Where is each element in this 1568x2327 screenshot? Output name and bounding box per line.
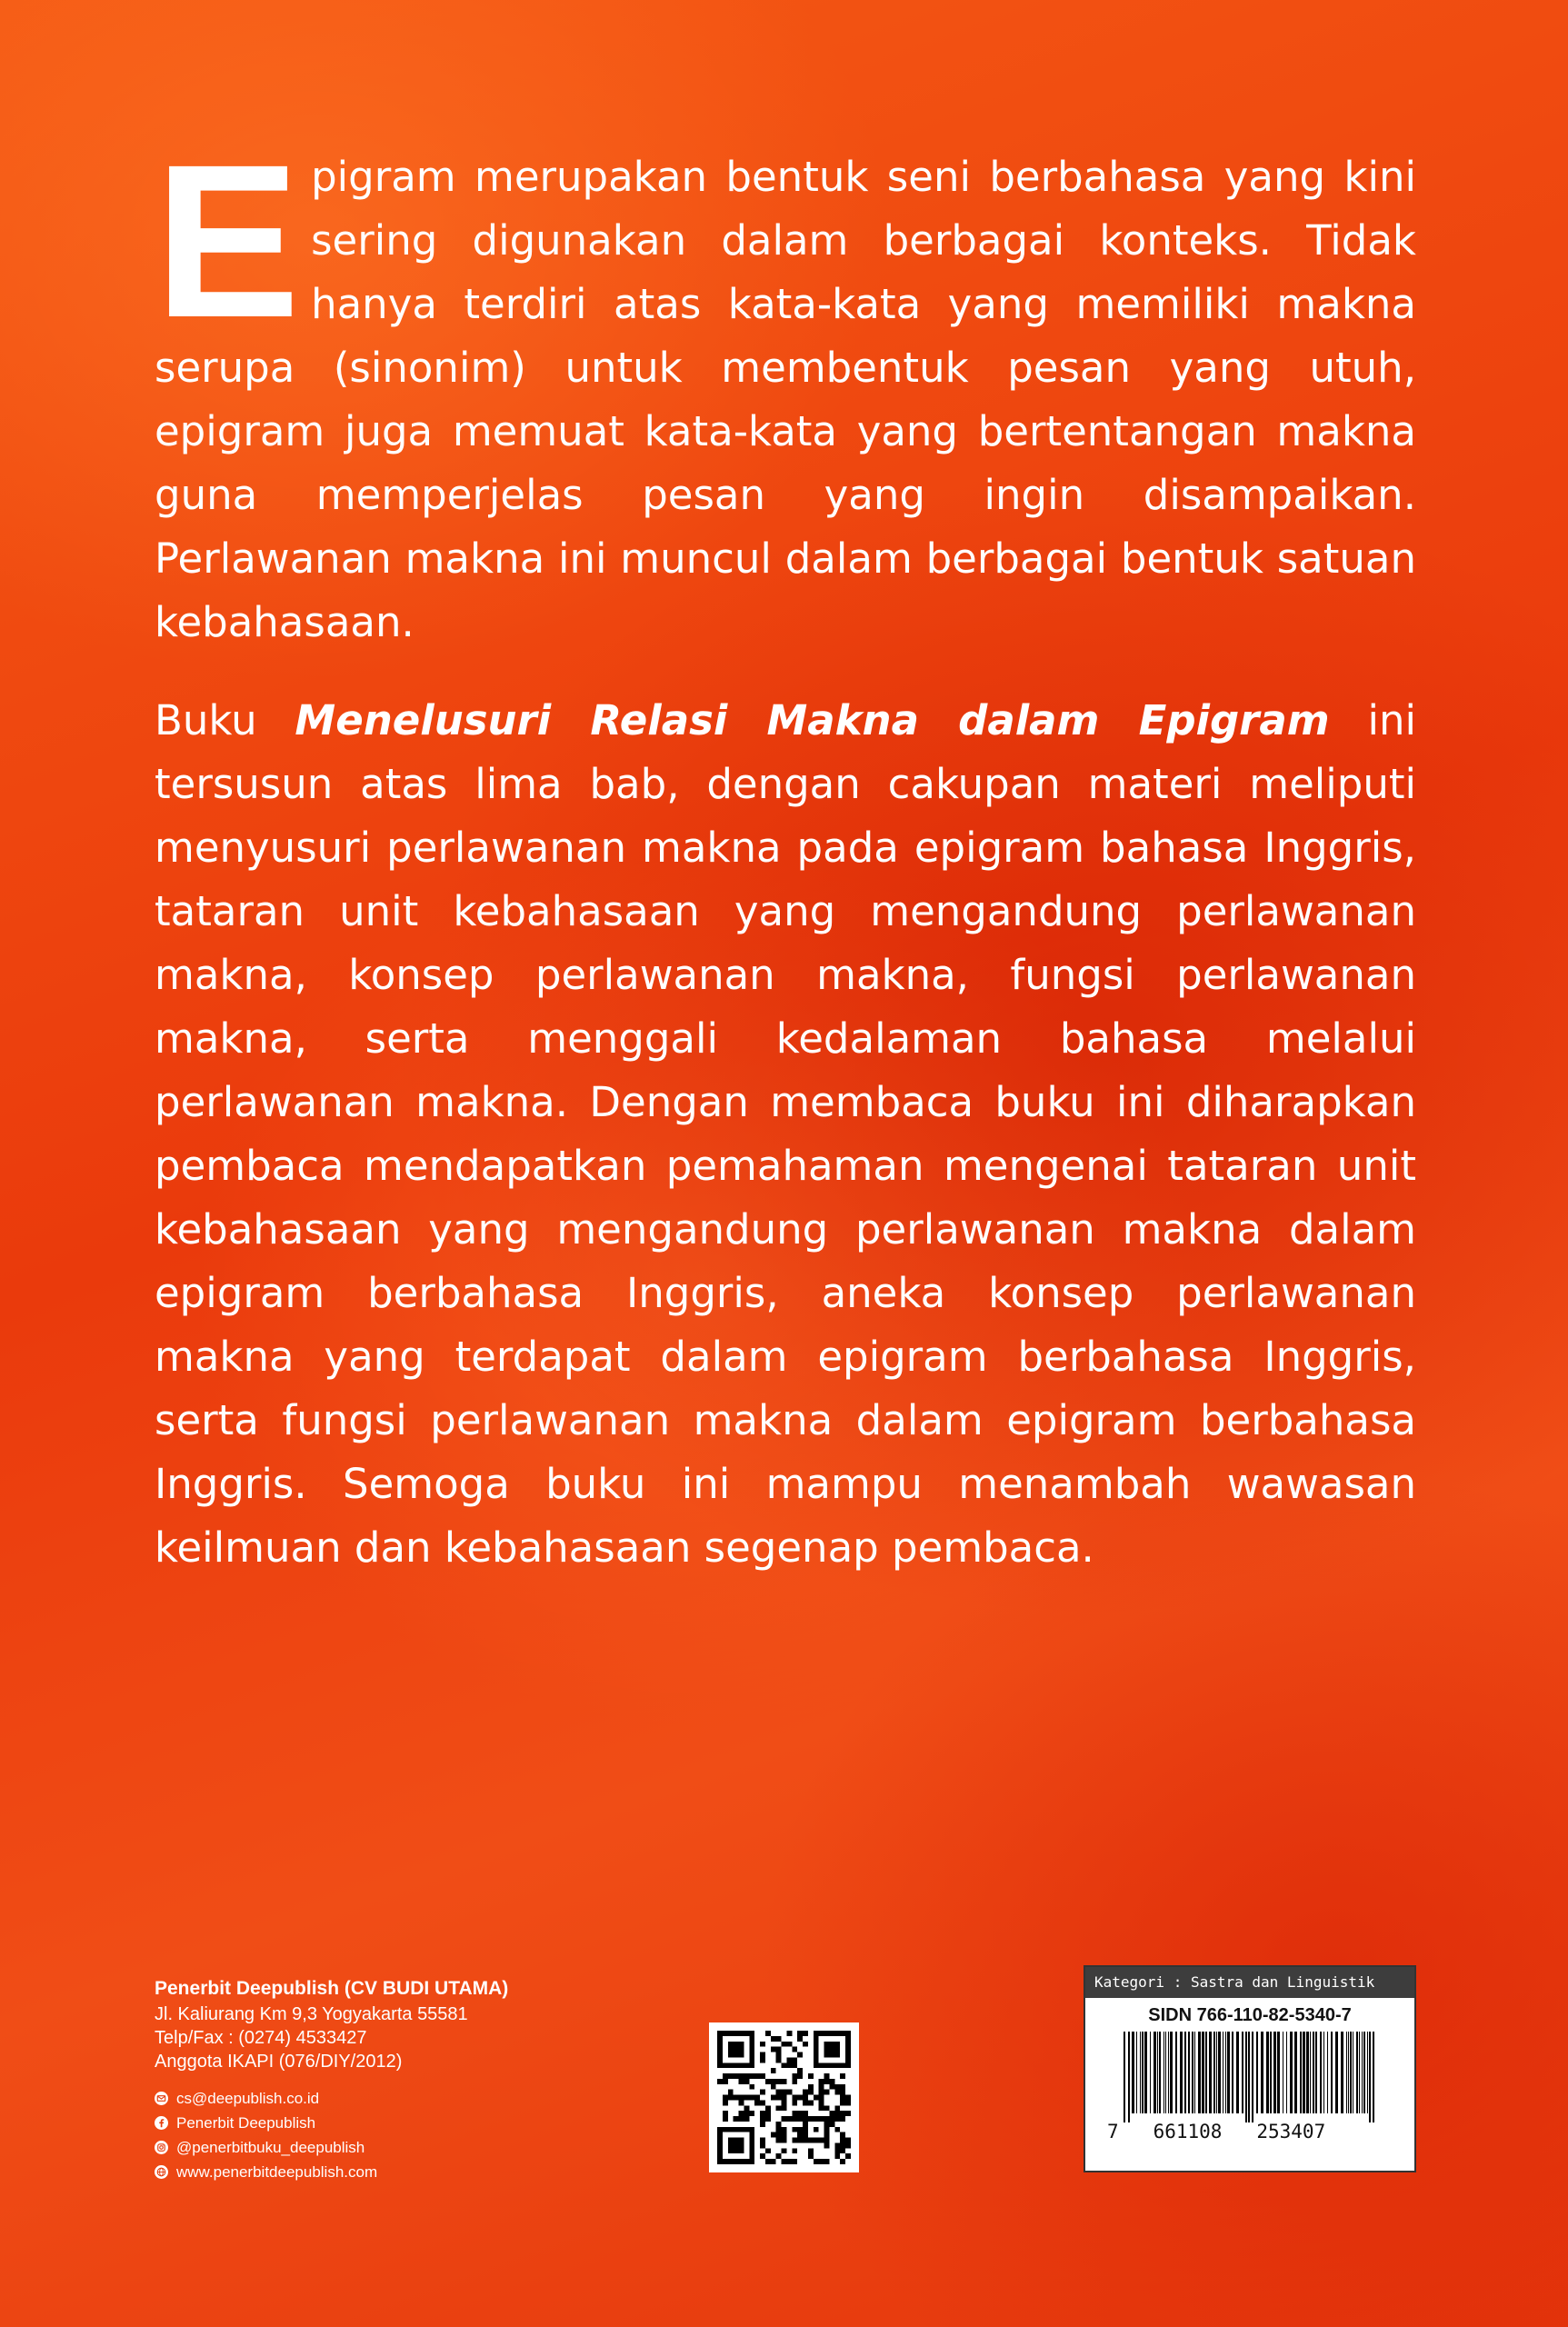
publisher-name: Penerbit Deepublish (CV BUDI UTAMA) <box>155 1978 509 1999</box>
blurb-paragraph-1 <box>155 119 1416 654</box>
contact-instagram <box>155 2135 627 2160</box>
category-label: Kategori : Sastra dan Linguistik <box>1085 1967 1414 1998</box>
contact-email <box>155 2086 627 2111</box>
barcode-panel <box>1084 1965 1416 2172</box>
blurb-paragraph-2 <box>155 689 1416 1580</box>
qr-code <box>709 2022 859 2172</box>
publisher-info <box>155 1975 627 2184</box>
blurb-paragraph-2-prefix: Buku <box>155 696 295 744</box>
contact-instagram-text: @penerbitbuku_deepublish <box>176 2139 365 2156</box>
contact-facebook <box>155 2111 627 2135</box>
blurb-paragraph-2-text: ini tersusun atas lima bab, dengan cakupan materi meliputi menyusuri perlawanan makna pada epigram bahasa Inggris, tataran unit kebahasaan yang mengandung perlawanan makna, konsep perlawanan makna, fungsi perlawanan makna, serta menggali kedalaman bahasa melalui perlawanan makna. Dengan membaca buku ini diharapkan pembaca mendapatkan pemahaman mengenai tataran unit kebahasaan yang mengandung perlawanan makna dalam epigram berbahasa Inggris, aneka konsep perlawanan makna yang terdapat dalam epigram berbahasa Inggris, serta fungsi perlawanan makna dalam epigram berbahasa Inggris. Semoga buku ini mampu menambah wawasan keilmuan dan kebahasaan segenap pembaca. <box>155 696 1416 1572</box>
qr-code-pattern <box>717 2031 851 2164</box>
contact-website-text: www.penerbitdeepublish.com <box>176 2163 378 2181</box>
globe-icon <box>155 2165 168 2179</box>
contact-website <box>155 2160 627 2184</box>
contact-list <box>155 2086 627 2184</box>
book-title: Menelusuri Relasi Makna dalam Epigram <box>295 696 1330 744</box>
barcode <box>1109 2032 1391 2122</box>
sidn-number: SIDN 766-110-82-5340-7 <box>1148 2005 1352 2025</box>
facebook-icon <box>155 2116 168 2130</box>
instagram-icon <box>155 2141 168 2154</box>
publisher-membership: Anggota IKAPI (076/DIY/2012) <box>155 2052 403 2072</box>
publisher-phone: Telp/Fax : (0274) 4533427 <box>155 2028 367 2048</box>
blurb-paragraph-1-text: pigram merupakan bentuk seni berbahasa yang kini sering digunakan dalam berbagai konteks. Tidak hanya terdiri atas kata-kata yang memiliki makna serupa (sinonim) untuk membentuk pesan yang utuh, epigram juga memuat kata-kata yang bertentangan makna guna memperjelas pesan yang ingin disampaikan. Perlawanan makna ini muncul dalam berbagai bentuk satuan kebahasaan. <box>155 153 1416 646</box>
back-cover-blurb <box>155 119 1416 1580</box>
contact-email-text: cs@deepublish.co.id <box>176 2090 320 2107</box>
contact-facebook-text: Penerbit Deepublish <box>176 2114 316 2132</box>
barcode-digits: 7 661108 253407 <box>1107 2121 1326 2142</box>
email-icon <box>155 2092 168 2105</box>
publisher-address: Jl. Kaliurang Km 9,3 Yogyakarta 55581 <box>155 2004 468 2024</box>
drop-cap: E <box>155 119 301 363</box>
